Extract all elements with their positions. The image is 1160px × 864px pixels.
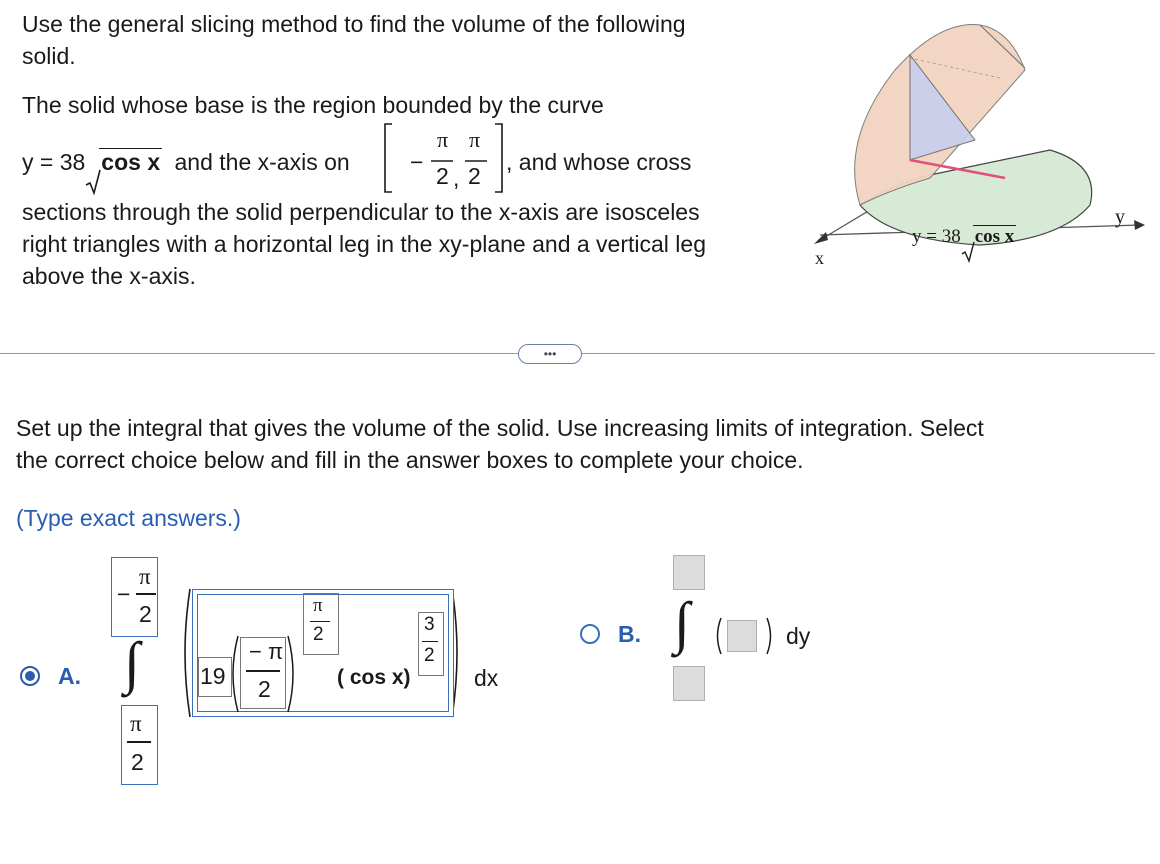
curve-y: y = 38 (22, 149, 86, 175)
interval-right-num: π (469, 127, 481, 152)
integral-sign: ∫ (124, 630, 140, 695)
interval-left-den: 2 (436, 163, 449, 189)
exp-den: 2 (313, 624, 324, 645)
cos-term: ( cos x) (337, 666, 411, 689)
inner-den: 2 (258, 676, 271, 702)
choice-b-integrand-box[interactable] (727, 620, 757, 652)
cos-exp-num: 3 (424, 614, 435, 635)
cos-exp-den: 2 (424, 645, 435, 666)
problem-desc-1: The solid whose base is the region bounded by the curve (22, 92, 604, 118)
problem-desc-curve (22, 146, 350, 178)
problem-line-2: solid. (22, 43, 76, 69)
interval-comma: , (453, 165, 460, 191)
lower-limit-num: π (130, 711, 142, 736)
instructions-line-1: Set up the integral that gives the volume of the solid. Use increasing limits of integration. Select (16, 415, 984, 441)
curve-label-prefix: y = 38 (912, 226, 961, 247)
lower-limit-den: 2 (131, 749, 144, 775)
upper-limit-den: 2 (139, 601, 152, 627)
curve-cos: cos x (101, 149, 161, 175)
expand-button[interactable]: ••• (518, 344, 582, 364)
upper-limit-num: π (139, 564, 151, 589)
choice-a-radio[interactable] (20, 666, 40, 686)
x-axis-label: x (815, 248, 824, 268)
choice-b-radio[interactable] (580, 624, 600, 644)
inner-num: − π (249, 639, 284, 664)
choice-b-upper-limit-box[interactable] (673, 555, 705, 590)
problem-desc-5: above the x-axis. (22, 263, 196, 289)
instructions-line-2: the correct choice below and fill in the answer boxes to complete your choice. (16, 447, 804, 473)
curve-mid-text: and the x-axis on (174, 149, 350, 175)
choice-b-differential: dy (786, 623, 811, 649)
curve-label-cos: cos x (974, 226, 1015, 247)
type-exact-hint: (Type exact answers.) (16, 505, 241, 531)
integrand-coef: 19 (200, 663, 226, 689)
interval-right-den: 2 (468, 163, 481, 189)
interval-left-num: π (437, 127, 449, 152)
choice-b-integral-sign: ∫ (674, 590, 690, 655)
curve-label (912, 226, 1016, 248)
interval-minus: − (410, 149, 424, 175)
problem-line-1: Use the general slicing method to find the volume of the following (22, 11, 686, 37)
choice-a-differential: dx (474, 665, 499, 691)
y-axis-label: y (1115, 206, 1125, 228)
choice-b-lower-limit-box[interactable] (673, 666, 705, 701)
y-axis-arrow (1134, 220, 1145, 230)
problem-desc-3: sections through the solid perpendicular to the x-axis are isosceles (22, 199, 700, 225)
problem-desc-4: right triangles with a horizontal leg in the xy-plane and a vertical leg (22, 231, 706, 257)
choice-a-label[interactable]: A. (58, 663, 81, 689)
problem-desc-end: , and whose cross (506, 149, 692, 175)
upper-limit-sign: − (117, 581, 131, 607)
exp-num: π (313, 595, 323, 616)
x-axis-arrow (814, 232, 828, 244)
choice-b-label[interactable]: B. (618, 621, 641, 647)
